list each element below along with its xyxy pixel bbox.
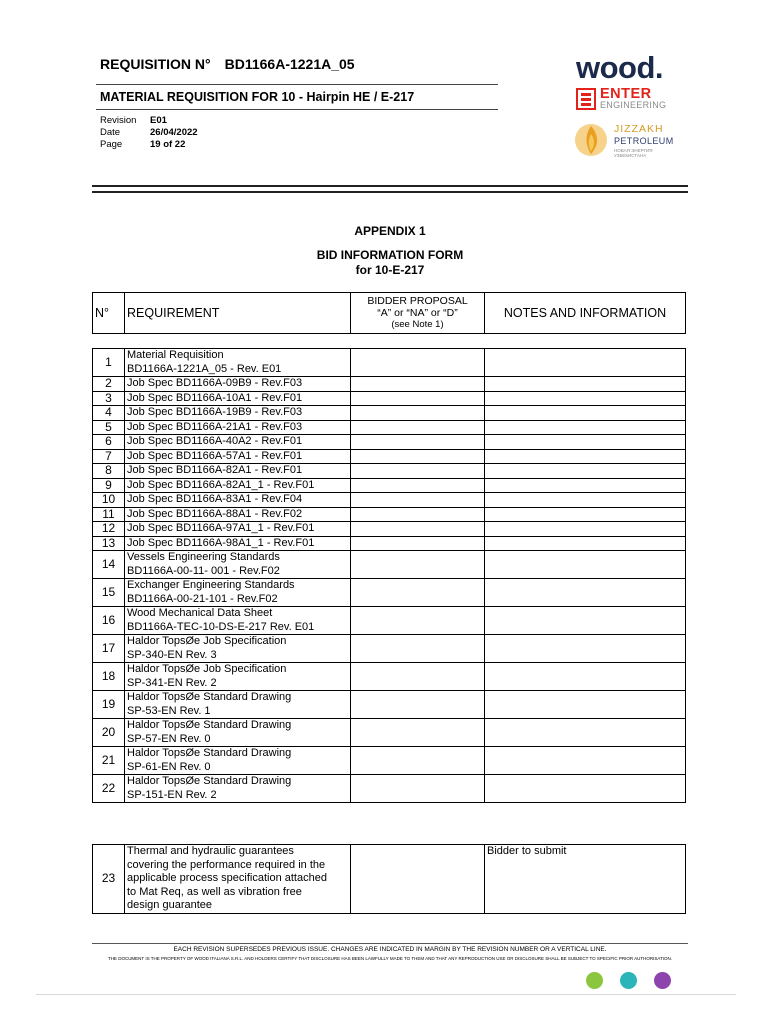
table-row	[93, 719, 686, 747]
table-row	[93, 663, 686, 691]
table-row	[93, 507, 686, 522]
row-bidder-proposal-cell[interactable]	[351, 845, 485, 914]
column-header-no: N°	[93, 293, 125, 334]
green-dot-icon	[586, 972, 603, 989]
row-requirement: Job Spec BD1166A-98A1_1 - Rev.F01	[125, 536, 351, 551]
row-notes-cell[interactable]	[485, 551, 686, 579]
row-number: 13	[93, 536, 125, 551]
teal-dot-icon	[620, 972, 637, 989]
enter-logo-mark-icon	[576, 88, 596, 110]
row-requirement: Wood Mechanical Data Sheet BD1166A-TEC-10-DS-E-217 Rev. E01	[125, 607, 351, 635]
meta-revision: Revision E01	[100, 115, 167, 126]
row-notes-cell[interactable]	[485, 579, 686, 607]
meta-date: Date 26/04/2022	[100, 127, 198, 138]
row-notes-cell[interactable]	[485, 478, 686, 493]
row-number: 1	[93, 349, 125, 377]
table-row	[93, 551, 686, 579]
header-separator	[92, 185, 688, 193]
row-notes-cell[interactable]	[485, 420, 686, 435]
row-requirement: Haldor TopsØe Standard Drawing SP-61-EN Rev. 0	[125, 747, 351, 775]
row-notes-cell[interactable]	[485, 449, 686, 464]
row-number: 21	[93, 747, 125, 775]
row-number: 19	[93, 691, 125, 719]
enter-engineering-logo: ENTER ENGINEERING	[576, 86, 676, 112]
row-notes-cell[interactable]	[485, 747, 686, 775]
row-number: 22	[93, 775, 125, 803]
column-header-notes: NOTES AND INFORMATION	[485, 293, 686, 334]
row-notes[interactable]: Bidder to submit	[485, 845, 686, 914]
row-requirement: Job Spec BD1166A-97A1_1 - Rev.F01	[125, 522, 351, 537]
row-notes-cell[interactable]	[485, 435, 686, 450]
document-title: MATERIAL REQUISITION FOR 10 - Hairpin HE / E-217	[100, 90, 415, 104]
row-notes-cell[interactable]	[485, 522, 686, 537]
row-requirement: Job Spec BD1166A-83A1 - Rev.F04	[125, 493, 351, 508]
row-notes-cell[interactable]	[485, 607, 686, 635]
requisition-line	[100, 56, 355, 72]
row-notes-cell[interactable]	[485, 464, 686, 479]
table-row	[93, 349, 686, 377]
table-row	[93, 691, 686, 719]
row-number: 4	[93, 406, 125, 421]
guarantee-table	[92, 844, 686, 914]
row-notes-cell[interactable]	[485, 349, 686, 377]
table-row	[93, 747, 686, 775]
row-notes-cell[interactable]	[485, 663, 686, 691]
column-header-bidder-proposal: BIDDER PROPOSAL “A” or “NA” or “D” (see Note 1)	[351, 293, 485, 334]
row-bidder-proposal-cell[interactable]	[351, 493, 485, 508]
row-requirement: Exchanger Engineering Standards BD1166A-00-21-101 - Rev.F02	[125, 579, 351, 607]
footer-revision-note: EACH REVISION SUPERSEDES PREVIOUS ISSUE. CHANGES ARE INDICATED IN MARGIN BY THE REVISION NUMBER OR A VERTICAL LINE.	[173, 946, 607, 953]
row-notes-cell[interactable]	[485, 507, 686, 522]
row-number: 15	[93, 579, 125, 607]
row-bidder-proposal-cell[interactable]	[351, 406, 485, 421]
header-divider	[96, 84, 498, 85]
table-row	[93, 478, 686, 493]
table-row	[93, 464, 686, 479]
table-row	[93, 420, 686, 435]
row-number: 10	[93, 493, 125, 508]
footer-divider	[92, 943, 688, 944]
row-bidder-proposal-cell[interactable]	[351, 607, 485, 635]
meta-page: Page 19 of 22	[100, 139, 186, 150]
row-bidder-proposal-cell[interactable]	[351, 691, 485, 719]
table-row	[93, 607, 686, 635]
row-number: 2	[93, 377, 125, 392]
row-bidder-proposal-cell[interactable]	[351, 435, 485, 450]
row-bidder-proposal-cell[interactable]	[351, 747, 485, 775]
requisition-number: BD1166A-1221A_05	[224, 56, 355, 72]
row-bidder-proposal-cell[interactable]	[351, 464, 485, 479]
row-requirement: Thermal and hydraulic guarantees covering the performance required in the applicable process specification attached to Mat Req, as well as vibration free design guarantee	[125, 845, 351, 914]
jizzakh-emblem-icon	[572, 122, 610, 158]
row-requirement: Job Spec BD1166A-09B9 - Rev.F03	[125, 377, 351, 392]
row-number: 3	[93, 391, 125, 406]
table-row	[93, 377, 686, 392]
purple-dot-icon	[654, 972, 671, 989]
row-bidder-proposal-cell[interactable]	[351, 635, 485, 663]
bid-form-title: BID INFORMATION FORM for 10-E-217	[316, 248, 464, 277]
table-row	[93, 579, 686, 607]
header-divider	[96, 109, 498, 110]
row-number: 8	[93, 464, 125, 479]
wood-logo: wood.	[576, 50, 664, 85]
row-requirement: Haldor TopsØe Standard Drawing SP-57-EN Rev. 0	[125, 719, 351, 747]
table-row	[93, 493, 686, 508]
row-number: 18	[93, 663, 125, 691]
footer-property-note: THE DOCUMENT IS THE PROPERTY OF WOOD ITALIANA S.R.L. AND HOLDERS CERTIFY THAT DISCLOSURE HAS BEEN LAWFULLY MADE TO THEM AND THAT ANY REPRODUCTION USE OR DISCLOSURE SHALL BE SUBJECT TO SPECIFIC PRIOR AUTHORISATION.	[107, 956, 673, 961]
row-bidder-proposal-cell[interactable]	[351, 775, 485, 803]
bottom-rule	[36, 994, 736, 995]
appendix-title: APPENDIX 1	[354, 224, 426, 238]
row-number: 23	[93, 845, 125, 914]
row-bidder-proposal-cell[interactable]	[351, 420, 485, 435]
row-requirement: Job Spec BD1166A-40A2 - Rev.F01	[125, 435, 351, 450]
row-requirement: Job Spec BD1166A-10A1 - Rev.F01	[125, 391, 351, 406]
row-number: 9	[93, 478, 125, 493]
table-header	[92, 292, 686, 334]
row-requirement: Job Spec BD1166A-21A1 - Rev.F03	[125, 420, 351, 435]
row-notes-cell[interactable]	[485, 391, 686, 406]
row-requirement: Job Spec BD1166A-82A1 - Rev.F01	[125, 464, 351, 479]
row-requirement: Material Requisition BD1166A-1221A_05 - Rev. E01	[125, 349, 351, 377]
row-bidder-proposal-cell[interactable]	[351, 349, 485, 377]
row-bidder-proposal-cell[interactable]	[351, 522, 485, 537]
table-row	[93, 391, 686, 406]
row-bidder-proposal-cell[interactable]	[351, 579, 485, 607]
row-number: 5	[93, 420, 125, 435]
row-requirement: Haldor TopsØe Standard Drawing SP-53-EN Rev. 1	[125, 691, 351, 719]
requisition-label: REQUISITION N°	[100, 56, 211, 72]
row-requirement: Job Spec BD1166A-88A1 - Rev.F02	[125, 507, 351, 522]
row-number: 14	[93, 551, 125, 579]
row-bidder-proposal-cell[interactable]	[351, 391, 485, 406]
row-bidder-proposal-cell[interactable]	[351, 551, 485, 579]
row-notes-cell[interactable]	[485, 377, 686, 392]
row-number: 20	[93, 719, 125, 747]
row-bidder-proposal-cell[interactable]	[351, 719, 485, 747]
row-notes-cell[interactable]	[485, 493, 686, 508]
row-number: 17	[93, 635, 125, 663]
row-number: 11	[93, 507, 125, 522]
requirements-table	[92, 348, 686, 803]
row-requirement: Vessels Engineering Standards BD1166A-00-11- 001 - Rev.F02	[125, 551, 351, 579]
table-row	[93, 522, 686, 537]
row-requirement: Job Spec BD1166A-82A1_1 - Rev.F01	[125, 478, 351, 493]
row-number: 16	[93, 607, 125, 635]
row-notes-cell[interactable]	[485, 536, 686, 551]
row-bidder-proposal-cell[interactable]	[351, 478, 485, 493]
row-bidder-proposal-cell[interactable]	[351, 507, 485, 522]
row-requirement: Job Spec BD1166A-57A1 - Rev.F01	[125, 449, 351, 464]
row-requirement: Job Spec BD1166A-19B9 - Rev.F03	[125, 406, 351, 421]
row-number: 7	[93, 449, 125, 464]
document-meta	[100, 115, 198, 151]
row-number: 6	[93, 435, 125, 450]
table-row	[93, 449, 686, 464]
row-bidder-proposal-cell[interactable]	[351, 377, 485, 392]
row-requirement: Haldor TopsØe Standard Drawing SP-151-EN Rev. 2	[125, 775, 351, 803]
row-bidder-proposal-cell[interactable]	[351, 449, 485, 464]
table-row	[93, 845, 686, 914]
row-bidder-proposal-cell[interactable]	[351, 663, 485, 691]
table-row	[93, 536, 686, 551]
table-row	[93, 775, 686, 803]
column-header-requirement: REQUIREMENT	[125, 293, 351, 334]
row-requirement: Haldor TopsØe Job Specification SP-341-EN Rev. 2	[125, 663, 351, 691]
row-bidder-proposal-cell[interactable]	[351, 536, 485, 551]
row-number: 12	[93, 522, 125, 537]
row-notes-cell[interactable]	[485, 635, 686, 663]
table-row	[93, 635, 686, 663]
jizzakh-petroleum-logo: JIZZAKH PETROLEUM НОВАЯ ЭНЕРГИЯ УЗБЕКИСТАНА	[572, 120, 682, 160]
row-notes-cell[interactable]	[485, 719, 686, 747]
row-requirement: Haldor TopsØe Job Specification SP-340-EN Rev. 3	[125, 635, 351, 663]
table-row	[93, 435, 686, 450]
row-notes-cell[interactable]	[485, 691, 686, 719]
table-row	[93, 406, 686, 421]
row-notes-cell[interactable]	[485, 775, 686, 803]
row-notes-cell[interactable]	[485, 406, 686, 421]
